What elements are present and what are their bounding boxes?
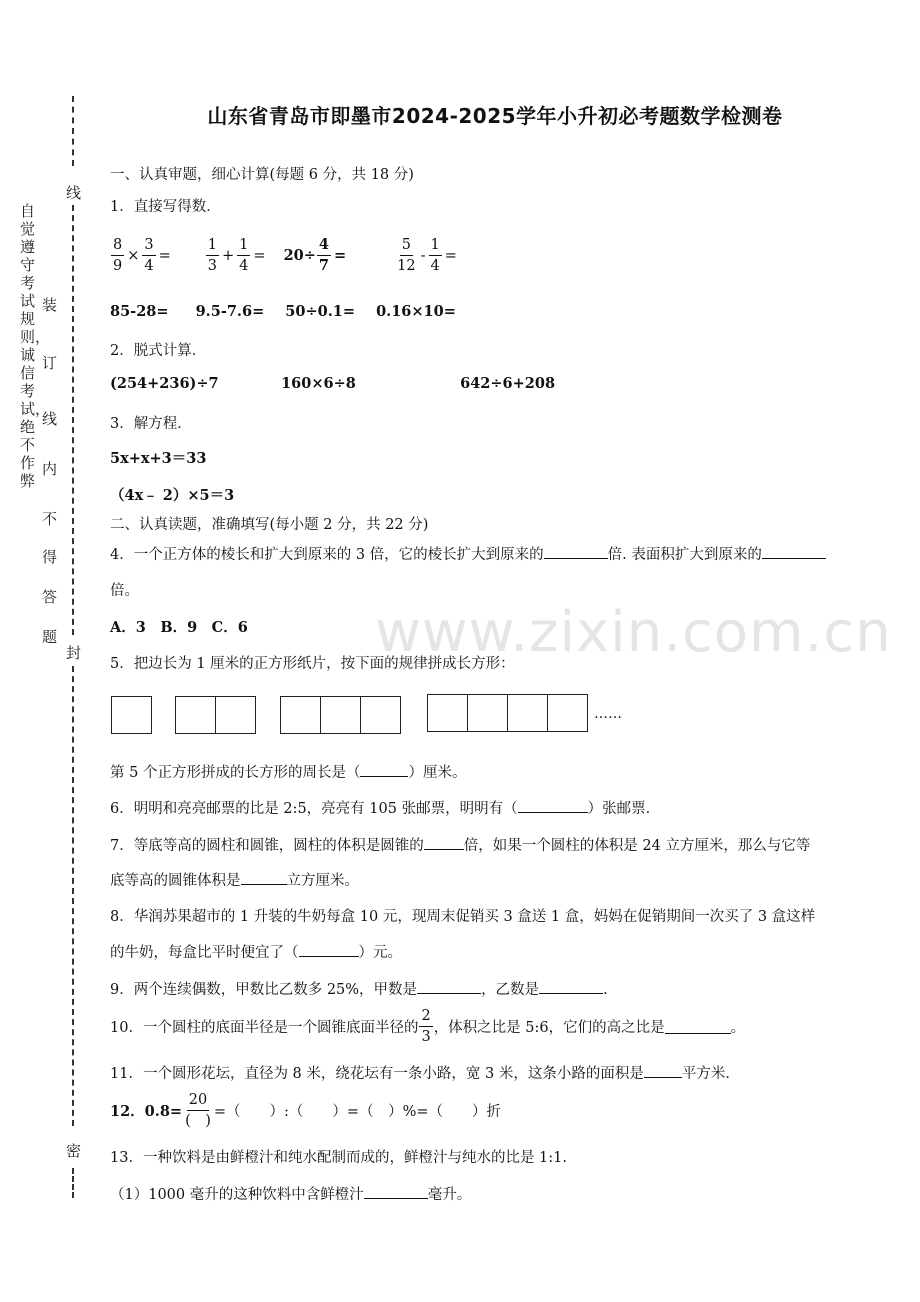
q1-label: 1．直接写得数． xyxy=(110,199,221,215)
binding-char-de: 得 xyxy=(42,548,58,566)
binding-dashed-line-middle xyxy=(72,205,74,635)
binding-char-ti: 题 xyxy=(42,628,58,646)
q1-fraction-row xyxy=(110,235,483,276)
square-group-1 xyxy=(111,696,152,734)
binding-char-nei: 内 xyxy=(42,460,58,478)
calc-item-4: 0.16×10= xyxy=(376,303,456,320)
q4-line1: 4．一个正方体的棱长和扩大到原来的 3 倍，它的棱长扩大到原来的 倍. 表面积扩大到原来的 xyxy=(110,543,826,564)
q6: 6．明明和亮亮邮票的比是 2:5，亮亮有 105 张邮票，明明有（ ）张邮票． xyxy=(110,797,660,818)
fraction-expr-1: $\frac{8}{9}$ × $\frac{3}{4}$ = xyxy=(113,237,171,274)
section2-header: 二、认真读题，准确填写(每小题 2 分，共 22 分) xyxy=(110,517,429,533)
calc-item-1: 85-28= xyxy=(110,303,169,320)
binding-char-xian2: 线 xyxy=(42,410,58,428)
binding-char-bu: 不 xyxy=(42,510,58,528)
q3-label: 3．解方程． xyxy=(110,416,192,432)
binding-char-zhuang: 装 xyxy=(42,296,58,314)
square-group-2 xyxy=(175,696,256,734)
q1-arithmetic-row xyxy=(110,303,456,320)
q11: 11．一个圆形花坛，直径为 8 米，绕花坛有一条小路，宽 3 米，这条小路的面积是 平方米． xyxy=(110,1062,740,1083)
binding-dashed-line-lower xyxy=(72,666,74,1126)
fraction-expr-2: $\frac{1}{3}$ + $\frac{1}{4}$ = xyxy=(207,237,266,274)
binding-char-feng: 封 xyxy=(66,644,82,662)
q3-equation-1: 5x+x+3＝33 xyxy=(110,450,207,467)
binding-char-mi: 密 xyxy=(66,1142,82,1160)
q2-item-2: 160×6÷8 xyxy=(281,375,356,392)
fraction-expr-4: $\frac{5}{12}$ - $\frac{1}{4}$ = xyxy=(397,237,457,274)
watermark: www.zixin.com.cn xyxy=(375,600,892,665)
q8-line2: 的牛奶，每盒比平时便宜了（ ）元。 xyxy=(110,941,402,962)
binding-char-xian: 线 xyxy=(66,184,82,202)
q2-row xyxy=(110,375,555,392)
q2-item-3: 642÷6+208 xyxy=(460,375,556,392)
q5-ellipsis: …… xyxy=(594,706,622,722)
q4-line2: 倍。 xyxy=(110,583,139,599)
q13-part1: （1）1000 毫升的这种饮料中含鲜橙汁 毫升。 xyxy=(110,1183,471,1204)
square-group-4 xyxy=(427,694,588,732)
q5-answer: 第 5 个正方形拼成的长方形的周长是（ ）厘米。 xyxy=(110,761,466,782)
fraction-expr-3: 20÷ $\frac{4}{7}$ = xyxy=(283,236,347,274)
q4-options: A．3 B．9 C．6 xyxy=(110,619,248,636)
page-title: 山东省青岛市即墨市2024-2025学年小升初必考题数学检测卷 xyxy=(207,104,783,128)
square-group-3 xyxy=(280,696,401,734)
q2-item-1: (254+236)÷7 xyxy=(110,375,219,392)
honesty-notice: 自觉遵守考试规则，诚信考试，绝不作弊 xyxy=(20,202,51,490)
q8-line1: 8．华润苏果超市的 1 升装的牛奶每盒 10 元，现周末促销买 3 盒送 1 盒，妈妈在促销期间一次买了 3 盒这样 xyxy=(110,909,816,925)
q9: 9．两个连续偶数，甲数比乙数多 25%，甲数是 ，乙数是 . xyxy=(110,978,608,999)
q2-label: 2．脱式计算． xyxy=(110,343,207,359)
q12: 12．0.8= $\frac{20}{( )}$ =（ ）:（ ）=（ ）%=（ ）折 xyxy=(110,1092,502,1129)
q13: 13．一种饮料是由鲜橙汁和纯水配制而成的，鲜橙汁与纯水的比是 1:1. xyxy=(110,1150,568,1166)
binding-char-ding: 订 xyxy=(42,354,58,372)
q5-text: 5．把边长为 1 厘米的正方形纸片，按下面的规律拼成长方形： xyxy=(110,656,515,672)
q10: 10．一个圆柱的底面半径是一个圆锥底面半径的 $\frac{2}{3}$ ，体积之比是 5:6，它们的高之比是 。 xyxy=(110,1008,746,1045)
q3-equation-2: （4x﹣ 2）×5＝3 xyxy=(110,487,235,504)
calc-item-2: 9.5-7.6= xyxy=(195,303,265,320)
q7-line2: 底等高的圆锥体积是 立方厘米。 xyxy=(110,869,359,890)
section1-header: 一、认真审题，细心计算(每题 6 分，共 18 分) xyxy=(110,167,414,183)
binding-dashed-line-bottom xyxy=(72,1168,74,1198)
binding-char-da: 答 xyxy=(42,588,58,606)
calc-item-3: 50÷0.1= xyxy=(285,303,355,320)
q7-line1: 7．等底等高的圆柱和圆锥，圆柱的体积是圆锥的 倍，如果一个圆柱的体积是 24 立方厘米，那么与它等 xyxy=(110,834,810,855)
